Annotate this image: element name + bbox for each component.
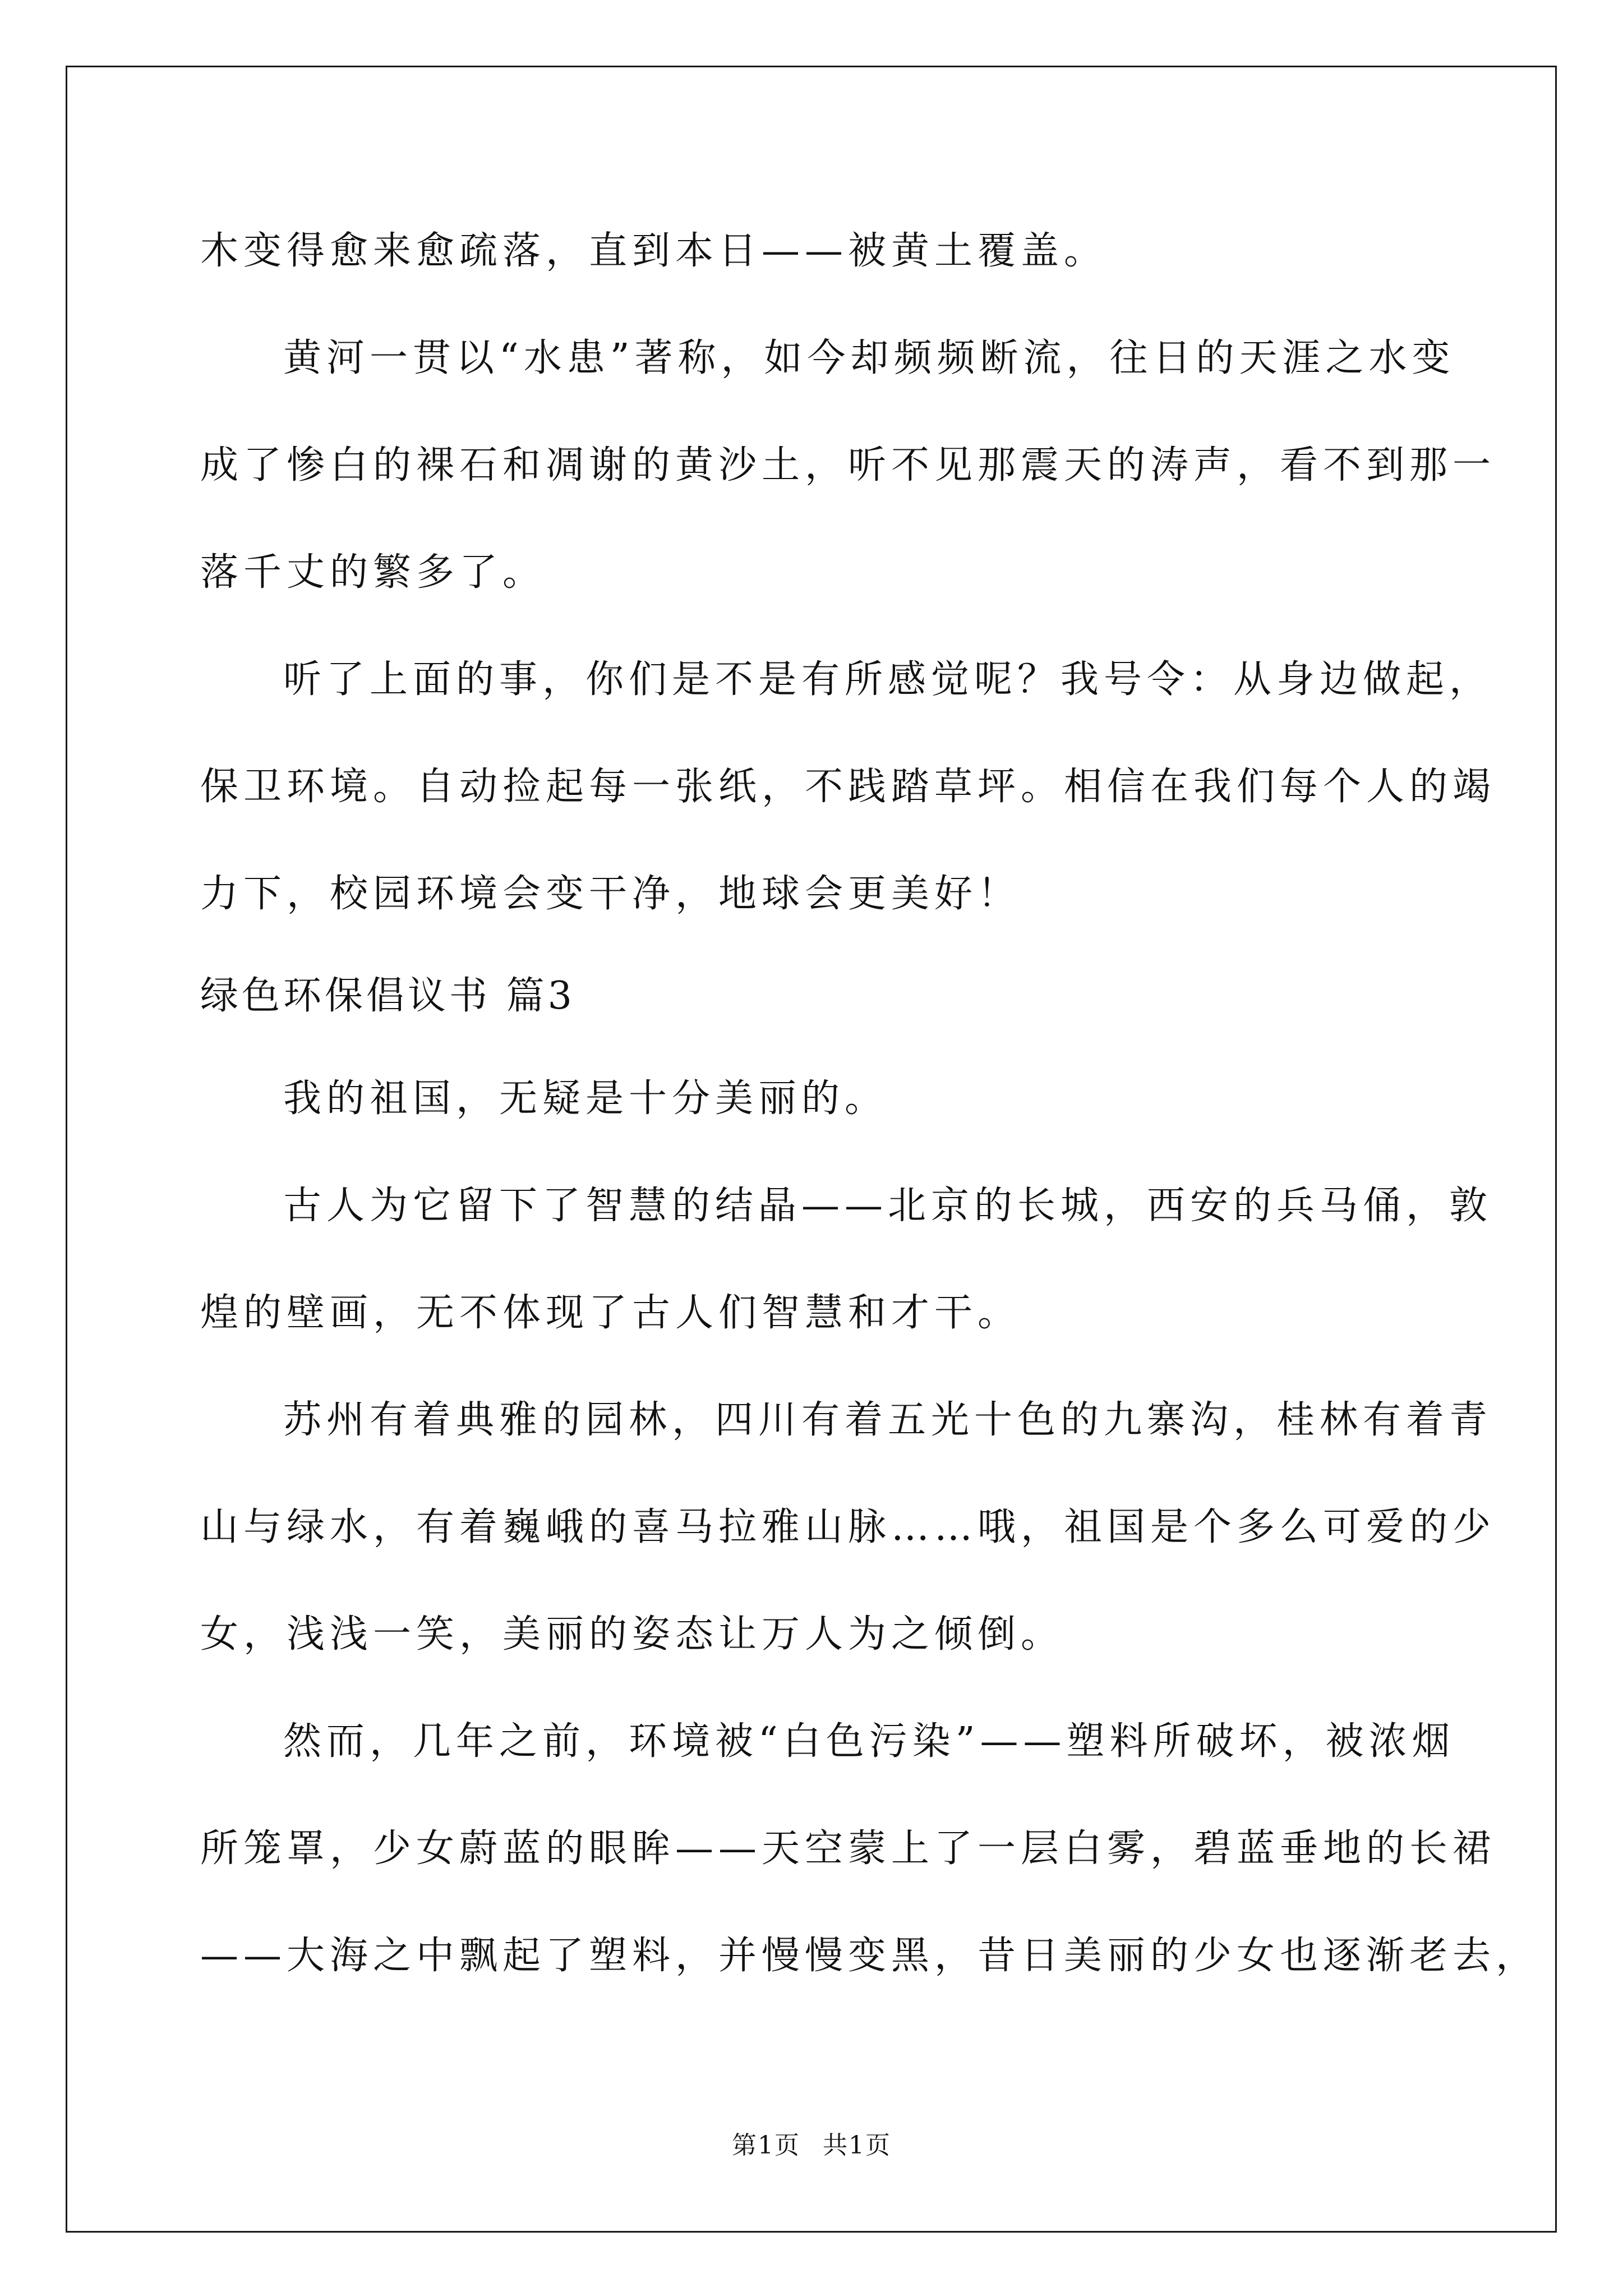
paragraph-line: 落千丈的繁多了。: [200, 550, 546, 595]
page-number-current: 第1页: [732, 2131, 800, 2160]
page-border: [66, 66, 1557, 2233]
paragraph-line: 木变得愈来愈疏落，直到本日——被黄土覆盖。: [200, 229, 1108, 273]
paragraph-line: 保卫环境。自动捡起每一张纸，不践踏草坪。相信在我们每个人的竭: [200, 765, 1496, 809]
page-number-total: 共1页: [823, 2131, 891, 2160]
paragraph-line: 我的祖国，无疑是十分美丽的。: [283, 1076, 888, 1121]
section-heading: 绿色环保倡议书 篇3: [200, 974, 575, 1018]
paragraph-line: 女，浅浅一笑，美丽的姿态让万人为之倾倒。: [200, 1612, 1064, 1657]
paragraph-line: 所笼罩，少女蔚蓝的眼眸——天空蒙上了一层白雾，碧蓝垂地的长裙: [200, 1826, 1496, 1871]
paragraph-line: 黄河一贯以“水患”著称，如今却频频断流，往日的天涯之水变: [283, 336, 1455, 380]
paragraph-line: 煌的壁画，无不体现了古人们智慧和才干。: [200, 1291, 1021, 1335]
paragraph-line: 苏州有着典雅的园林，四川有着五光十色的九寨沟，桂林有着青: [283, 1398, 1493, 1442]
paragraph-line: 然而，几年之前，环境被“白色污染”——塑料所破坏，被浓烟: [283, 1719, 1455, 1764]
paragraph-line: 山与绿水，有着巍峨的喜马拉雅山脉……哦，祖国是个多么可爱的少: [200, 1505, 1496, 1549]
paragraph-line: 听了上面的事，你们是不是有所感觉呢？我号令：从身边做起，: [283, 657, 1493, 702]
paragraph-line: 古人为它留下了智慧的结晶——北京的长城，西安的兵马俑，敦: [283, 1184, 1493, 1228]
paragraph-line: 成了惨白的裸石和凋谢的黄沙土，听不见那震天的涛声，看不到那一: [200, 443, 1496, 487]
page-footer: [0, 2129, 1623, 2162]
paragraph-line: ——大海之中飘起了塑料，并慢慢变黑，昔日美丽的少女也逐渐老去，: [200, 1934, 1539, 1978]
paragraph-line: 力下，校园环境会变干净，地球会更美好！: [200, 872, 1021, 916]
